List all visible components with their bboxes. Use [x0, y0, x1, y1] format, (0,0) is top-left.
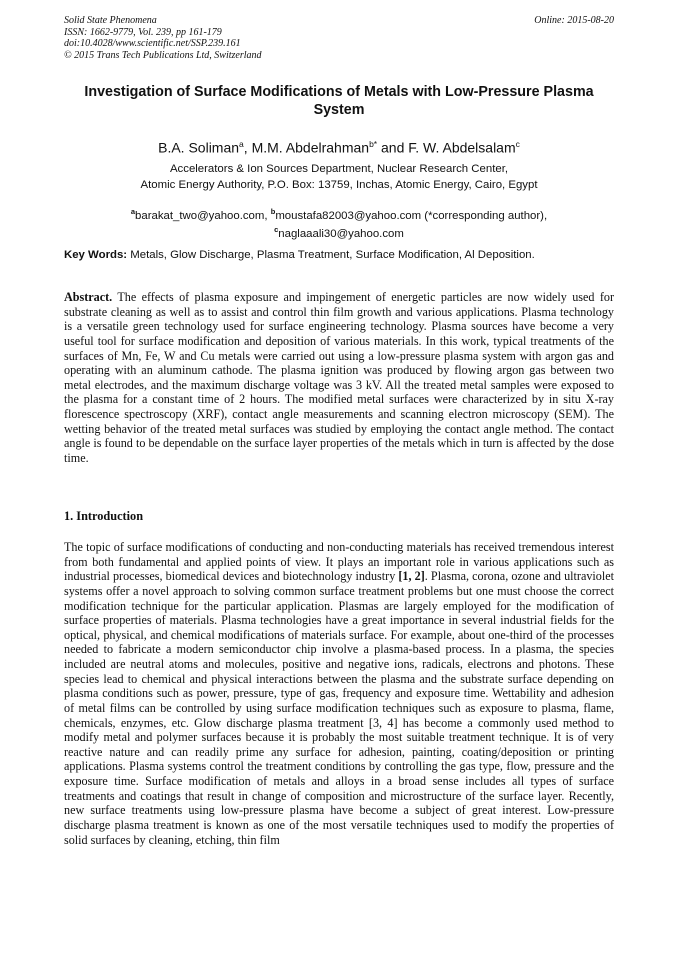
- email-line: [64, 205, 614, 223]
- abstract-text: The effects of plasma exposure and impingement of energetic particles are now widely used for substrate cleaning as well as to assist and control thin film growth and various applications. Plasma technology is a versatile green technology used for surface engineering technology. Plasma sources have become a very useful tool for surface modification and deposition of various materials. In this work, typical treatments of the surfaces of Mn, Fe, W and Cu metals were carried out using a low-pressure plasma system with argon gas and operating with an aluminum cathode. The plasma ignition was produced by flowing argon gas between two metal electrodes, and the maximum discharge voltage was 3 kV. All the treated metal samples were exposed to the plasma for a constant time of 2 hours. The modified metal surfaces were characterized by in situ X-ray florescence spectroscopy (XRF), contact angle measurements and scanning electron microscopy (SEM). The wetting behavior of the treated metal surfaces was studied by employing the contact angle method. The contact angle is found to be dependable on the surface layer properties of the metals which in turn is affected by the dose time.: [64, 290, 614, 465]
- author-name: B.A. Soliman: [158, 139, 240, 156]
- author-separator: and: [377, 139, 409, 156]
- author-affiliation-mark: c: [515, 139, 520, 149]
- author-affiliation-mark: b*: [369, 139, 378, 149]
- journal-header: [64, 15, 614, 61]
- keywords: [64, 248, 614, 263]
- email-link[interactable]: naglaaali30@yahoo.com: [278, 228, 404, 241]
- citation-link[interactable]: [1, 2]: [398, 569, 425, 584]
- email-link[interactable]: moustafa82003@yahoo.com (*corresponding author),: [275, 209, 548, 222]
- author-name: F. W. Abdelsalam: [408, 139, 516, 156]
- keywords-label: Key Words:: [64, 249, 128, 261]
- abstract-label: Abstract.: [64, 290, 113, 304]
- journal-issn: ISSN: 1662-9779, Vol. 239, pp 161-179: [64, 26, 222, 38]
- journal-doi: doi:10.4028/www.scientific.net/SSP.239.161: [64, 38, 241, 49]
- section-heading: 1. Introduction: [64, 509, 144, 523]
- affiliation: [64, 162, 614, 193]
- email-mark: b: [270, 207, 276, 216]
- affiliation-line: Atomic Energy Authority, P.O. Box: 13759, Inchas, Atomic Energy, Cairo, Egypt: [140, 178, 538, 191]
- author-name: M.M. Abdelrahman: [251, 139, 370, 156]
- email-mark: c: [274, 225, 279, 235]
- journal-copyright: © 2015 Trans Tech Publications Ltd, Switzerland: [64, 49, 262, 61]
- author-emails: [64, 205, 614, 242]
- intro-paragraph-part: . Plasma, corona, ozone and ultraviolet systems offer a novel approach to solving common surface treatment problems but one must choose the correct modification technique for the particular application. Plasmas are largely employed for the modification of surface properties of materials. Plasma technologies have a great importance in several industrial fields for the optical, physical, and chemical modifications of materials surface. For example, about one-third of the processes needed to fabricate a modern semiconductor chip involve a plasma-based process. In a plasma, the species included are neutral atoms and molecules, positive and negative ions, radicals, electrons and photons. These species lead to chemical and physical interactions between the plasma and the substrate surface depending on plasma conditions such as power, pressure, type of gas, frequency and exposure time. Wettability and adhesion of metal films can be controlled by using surface modification techniques such as exposure to plasma, flame, chemicals, enzymes, etc. Glow discharge plasma treatment [3, 4] has become a commonly used method to modify metal and polymer surfaces because it is probably the most suitable treatment technique. It is of very reactive nature and can readily prime any surface for adhesion, painting, coating/deposition or printing applications. Plasma systems control the treatment conditions by controlling the gas type, flow, pressure and the exposure time. Surface modification of metals and alloys in a broad sense includes all types of surface treatments and coatings that result in change of composition and microstructure of the surface layer. Recently, new surface treatments using low-pressure plasma have become a subject of great interest. Low-pressure discharge plasma treatment is known as one of the most versatile techniques used to modify the properties of solid surfaces by cleaning, etching, thin film: [64, 569, 615, 847]
- keywords-text: Metals, Glow Discharge, Plasma Treatment, Surface Modification, Al Deposition.: [127, 249, 535, 261]
- affiliation-line: Accelerators & Ion Sources Department, Nuclear Research Center,: [169, 163, 509, 175]
- abstract: [64, 290, 614, 466]
- email-mark: a: [130, 207, 136, 216]
- author-list: [64, 135, 614, 157]
- email-link[interactable]: barakat_two@yahoo.com,: [135, 209, 271, 222]
- introduction-text: [64, 540, 614, 847]
- author-separator: ,: [243, 139, 252, 156]
- online-date: Online: 2015-08-20: [534, 15, 614, 26]
- journal-name: Solid State Phenomena: [64, 15, 157, 26]
- intro-paragraph-part: The topic of surface modifications of conducting and non-conducting materials has received tremendous interest from both fundamental and applied points of view. It plays an important role in various applications such as industrial processes, biomedical devices and biotechnology industry: [64, 540, 614, 584]
- author-affiliation-mark: a: [239, 139, 244, 149]
- paper-title: Investigation of Surface Modifications of Metals with Low-Pressure Plasma System: [84, 84, 594, 118]
- email-line: [64, 223, 614, 241]
